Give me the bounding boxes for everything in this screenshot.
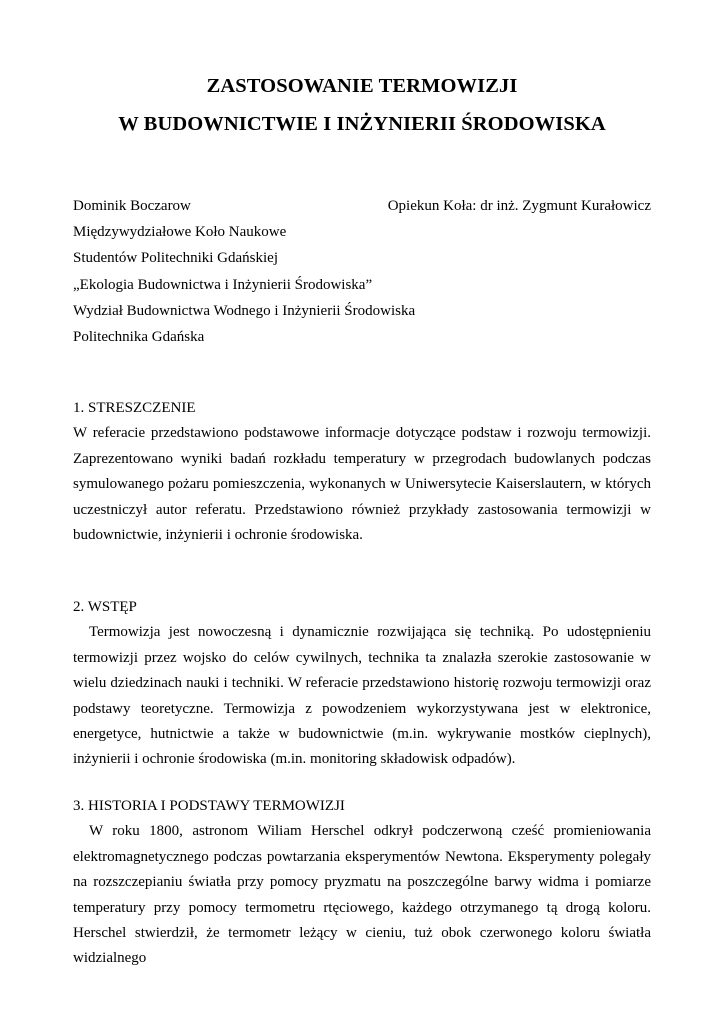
affiliation-line: Wydział Budownictwa Wodnego i Inżynierii Środowiska	[73, 302, 416, 319]
section-heading: 2. WSTĘP	[73, 599, 137, 615]
author-block	[73, 193, 415, 350]
section-history	[73, 794, 651, 972]
section-abstract	[73, 396, 651, 548]
author-name: Dominik Boczarow	[73, 198, 191, 214]
section-introduction	[73, 595, 651, 773]
section-heading: 3. HISTORIA I PODSTAWY TERMOWIZJI	[73, 798, 345, 814]
section-body: W roku 1800, astronom Wiliam Herschel odkrył podczerwoną cześć promieniowania elektromagnetycznego podczas powtarzania eksperymentów Newtona. Eksperymenty polegały na rozszczepianiu światła przy pomocy pryzmatu na poszczególne barwy widma i pomiarze temperatury przy pomocy termometru rtęciowego, każdego otrzymanego tą drogą koloru. Herschel stwierdził, że termometr leżący w cieniu, tuż obok czerwonego koloru światła widzialnego	[73, 823, 651, 967]
affiliation-line: Studentów Politechniki Gdańskiej	[73, 250, 278, 267]
section-body: W referacie przedstawiono podstawowe informacje dotyczące podstaw i rozwoju termowizji. Zaprezentowano wyniki badań rozkładu temperatury w przegrodach budowlanych podczas symulowanego pożaru pomieszczenia, wykonanych w Uniwersytecie Kaiserslautern, w których uczestniczył autor referatu. Przedstawiono również przykłady zastosowania termowizji w budownictwie, inżynierii i ochronie środowiska.	[73, 425, 651, 544]
affiliation-line: Międzywydziałowe Koło Naukowe	[73, 224, 287, 241]
affiliation-line: „Ekologia Budownictwa i Inżynierii Środowiska”	[73, 276, 373, 293]
title-line-1: ZASTOSOWANIE TERMOWIZJI	[206, 75, 518, 97]
section-heading: 1. STRESZCZENIE	[73, 400, 196, 416]
section-body: Termowizja jest nowoczesną i dynamicznie rozwijająca się techniką. Po udostępnieniu termowizji przez wojsko do celów cywilnych, technika ta znalazła szerokie zastosowanie w wielu dziedzinach nauki i techniki. W referacie przedstawiono historię rozwoju termowizji oraz podstawy teoretyczne. Termowizja z powodzeniem wykorzystywana jest w elektronice, energetyce, hutnictwie a także w budownictwie (m.in. wykrywanie mostków cieplnych), inżynierii i ochronie środowiska (m.in. monitoring składowisk odpadów).	[73, 624, 651, 768]
supervisor: Opiekun Koła: dr inż. Zygmunt Kurałowicz	[387, 198, 651, 214]
title-line-2: W BUDOWNICTWIE I INŻYNIERII ŚRODOWISKA	[118, 113, 606, 135]
affiliation-line: Politechnika Gdańska	[73, 329, 205, 346]
